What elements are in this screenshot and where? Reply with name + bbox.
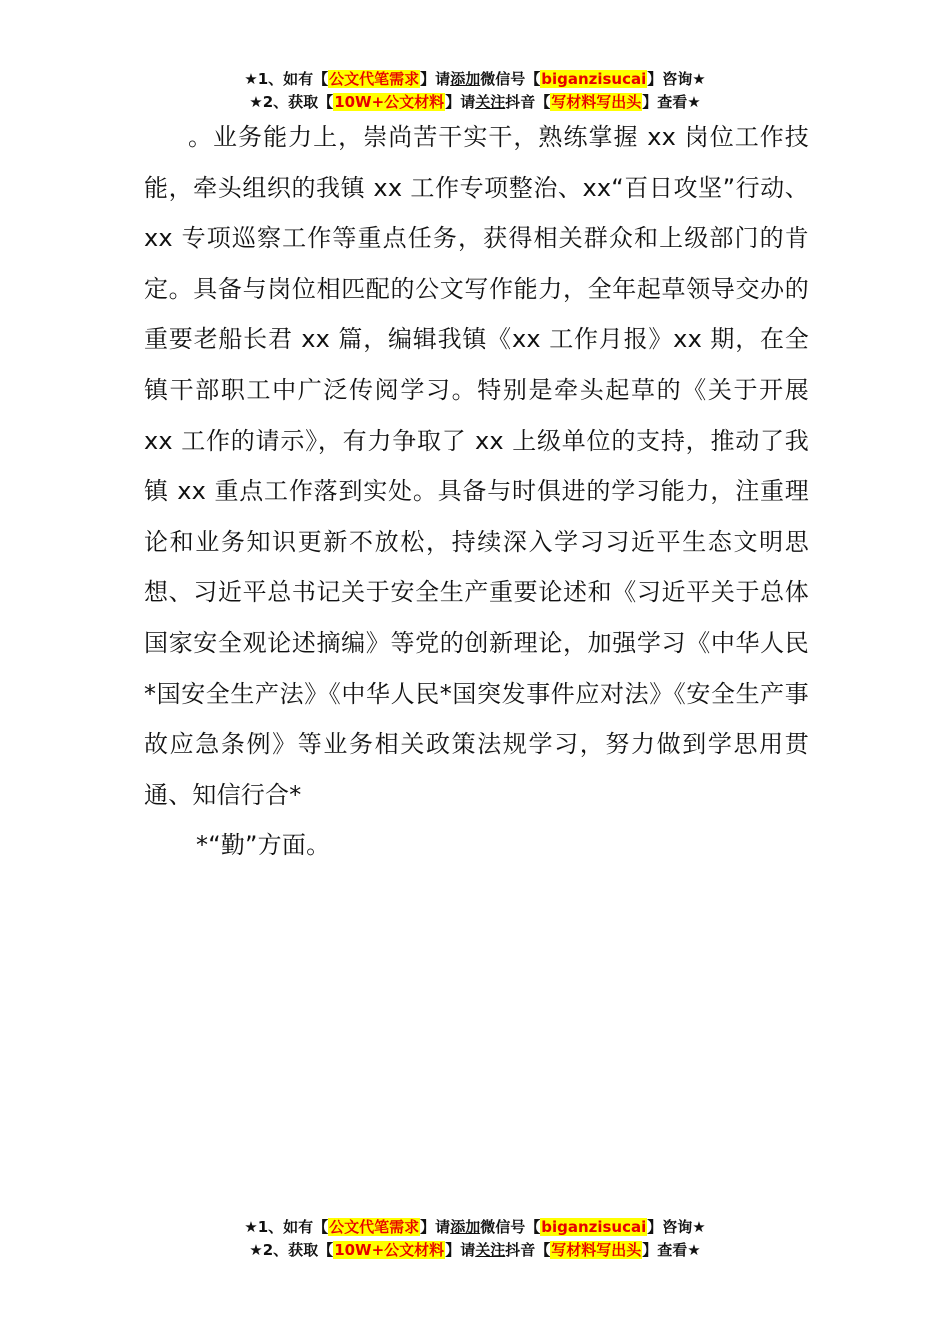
banner-text: 抖音【: [505, 93, 551, 111]
banner-highlight: biganzisucai: [541, 1218, 647, 1236]
banner-underline: 关注: [475, 1241, 506, 1259]
banner-highlight: 10W+公文材料: [334, 1241, 445, 1259]
banner-text: 】查看★: [642, 1241, 701, 1259]
banner-text: 微信号【: [480, 1218, 541, 1236]
banner-highlight: 写材料写出头: [551, 1241, 642, 1259]
banner-text: 】请: [420, 1218, 451, 1236]
banner-text: ★2、获取【: [249, 1241, 334, 1259]
banner-highlight: biganzisucai: [541, 70, 647, 88]
banner-text: ★1、如有【: [244, 1218, 329, 1236]
banner-underline: 添加: [450, 70, 481, 88]
banner-text: ★1、如有【: [244, 70, 329, 88]
banner-text: 】咨询★: [647, 1218, 706, 1236]
banner-text: 】请: [445, 93, 476, 111]
banner-highlight: 10W+公文材料: [334, 93, 445, 111]
header-banner: [0, 68, 950, 114]
document-body: [144, 112, 809, 871]
banner-underline: 关注: [475, 93, 506, 111]
banner-text: 抖音【: [505, 1241, 551, 1259]
banner-highlight: 公文代笔需求: [329, 70, 420, 88]
banner-text: 】咨询★: [647, 70, 706, 88]
banner-text: 】请: [420, 70, 451, 88]
paragraph: 。业务能力上，崇尚苦干实干，熟练掌握 xx 岗位工作技能，牵头组织的我镇 xx 工作专项整治、xx“百日攻坚”行动、xx 专项巡察工作等重点任务，获得相关群众和上级部门的肯定。具备与岗位相匹配的公文写作能力，全年起草领导交办的重要老船长君 xx 篇，编辑我镇《xx 工作月报》xx 期，在全镇干部职工中广泛传阅学习。特别是牵头起草的《关于开展 xx 工作的请示》，有力争取了 xx 上级单位的支持，推动了我镇 xx 重点工作落到实处。具备与时俱进的学习能力，注重理论和业务知识更新不放松，持续深入学习习近平生态文明思想、习近平总书记关于安全生产重要论述和《习近平关于总体国家安全观论述摘编》等党的创新理论，加强学习《中华人民*国安全生产法》《中华人民*国突发事件应对法》《安全生产事故应急条例》等业务相关政策法规学习，努力做到学思用贯通、知信行合*: [144, 123, 809, 809]
banner-text: ★2、获取【: [249, 93, 334, 111]
banner-text: 】查看★: [642, 93, 701, 111]
footer-banner: [0, 1216, 950, 1262]
banner-line-2: [0, 91, 950, 114]
banner-text: 】请: [445, 1241, 476, 1259]
banner-text: 微信号【: [480, 70, 541, 88]
banner-line-1: [0, 68, 950, 91]
banner-line-1: [0, 1216, 950, 1239]
paragraph: *“勤”方面。: [196, 831, 331, 860]
banner-line-2: [0, 1239, 950, 1262]
banner-underline: 添加: [450, 1218, 481, 1236]
banner-highlight: 公文代笔需求: [329, 1218, 420, 1236]
banner-highlight: 写材料写出头: [551, 93, 642, 111]
